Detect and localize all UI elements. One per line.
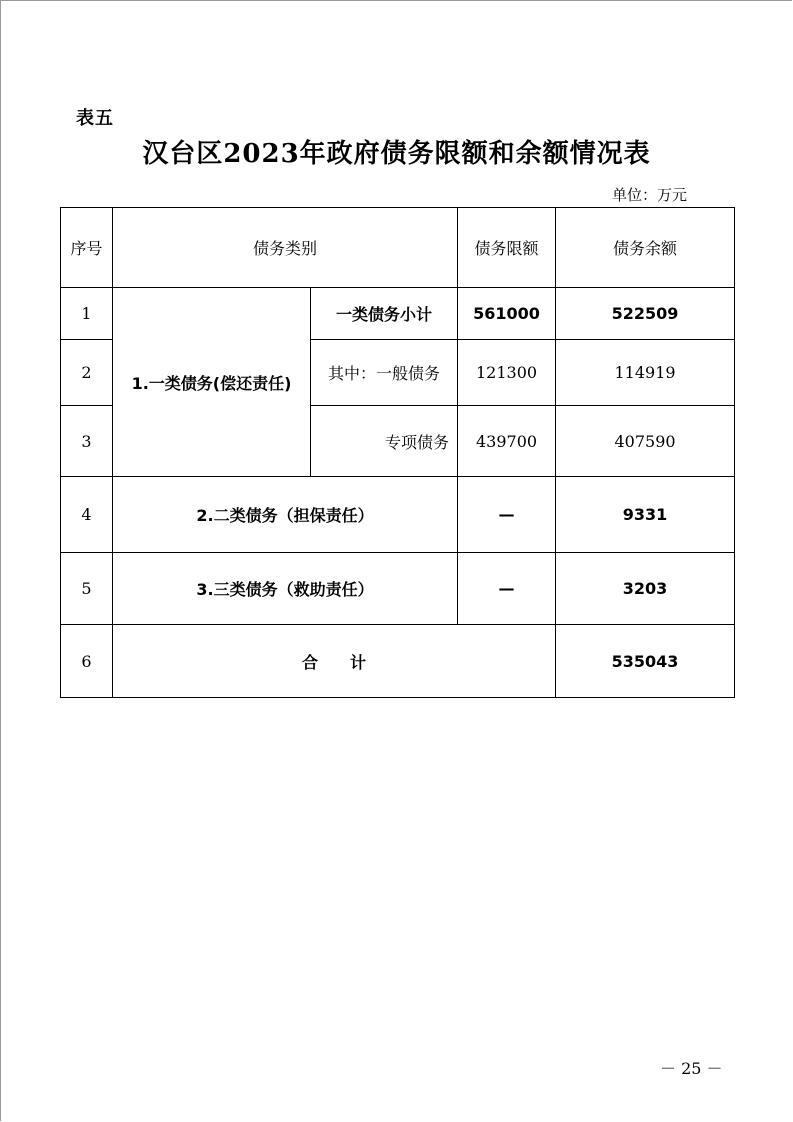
row-seq: 1 [61, 288, 113, 340]
row-seq: 4 [61, 477, 113, 553]
row-limit: 439700 [458, 406, 556, 477]
table-label: 表五 [76, 108, 114, 129]
header-balance: 债务余额 [556, 208, 735, 288]
total-row [61, 625, 735, 698]
row-category: 一类债务小计 [311, 288, 458, 340]
header-category: 债务类别 [113, 208, 458, 288]
debt-table [60, 207, 735, 698]
row-category: 专项债务 [311, 406, 458, 477]
unit-note: 单位：万元 [612, 186, 688, 204]
row-seq: 6 [61, 625, 113, 698]
row-category: 3.三类债务（救助责任） [113, 553, 458, 625]
row-seq: 2 [61, 340, 113, 406]
row-balance: 522509 [556, 288, 735, 340]
row-limit: 561000 [458, 288, 556, 340]
row-category: 其中：一般债务 [311, 340, 458, 406]
header-limit: 债务限额 [458, 208, 556, 288]
table-row [61, 553, 735, 625]
row-balance: 3203 [556, 553, 735, 625]
row-balance: 407590 [556, 406, 735, 477]
row-category: 2.二类债务（担保责任） [113, 477, 458, 553]
group1-label: 1.一类债务(偿还责任) [113, 288, 311, 477]
row-balance: 114919 [556, 340, 735, 406]
row-limit: — [458, 477, 556, 553]
header-row [61, 208, 735, 288]
page-title: 汉台区2023年政府债务限额和余额情况表 [142, 139, 651, 169]
row-limit: 121300 [458, 340, 556, 406]
row-seq: 5 [61, 553, 113, 625]
row-limit: — [458, 553, 556, 625]
page-number: － 25 － [660, 1059, 723, 1078]
total-label: 合 计 [113, 625, 556, 698]
table-row [61, 288, 735, 340]
header-seq: 序号 [61, 208, 113, 288]
row-balance: 9331 [556, 477, 735, 553]
row-seq: 3 [61, 406, 113, 477]
table-row [61, 477, 735, 553]
total-balance: 535043 [556, 625, 735, 698]
